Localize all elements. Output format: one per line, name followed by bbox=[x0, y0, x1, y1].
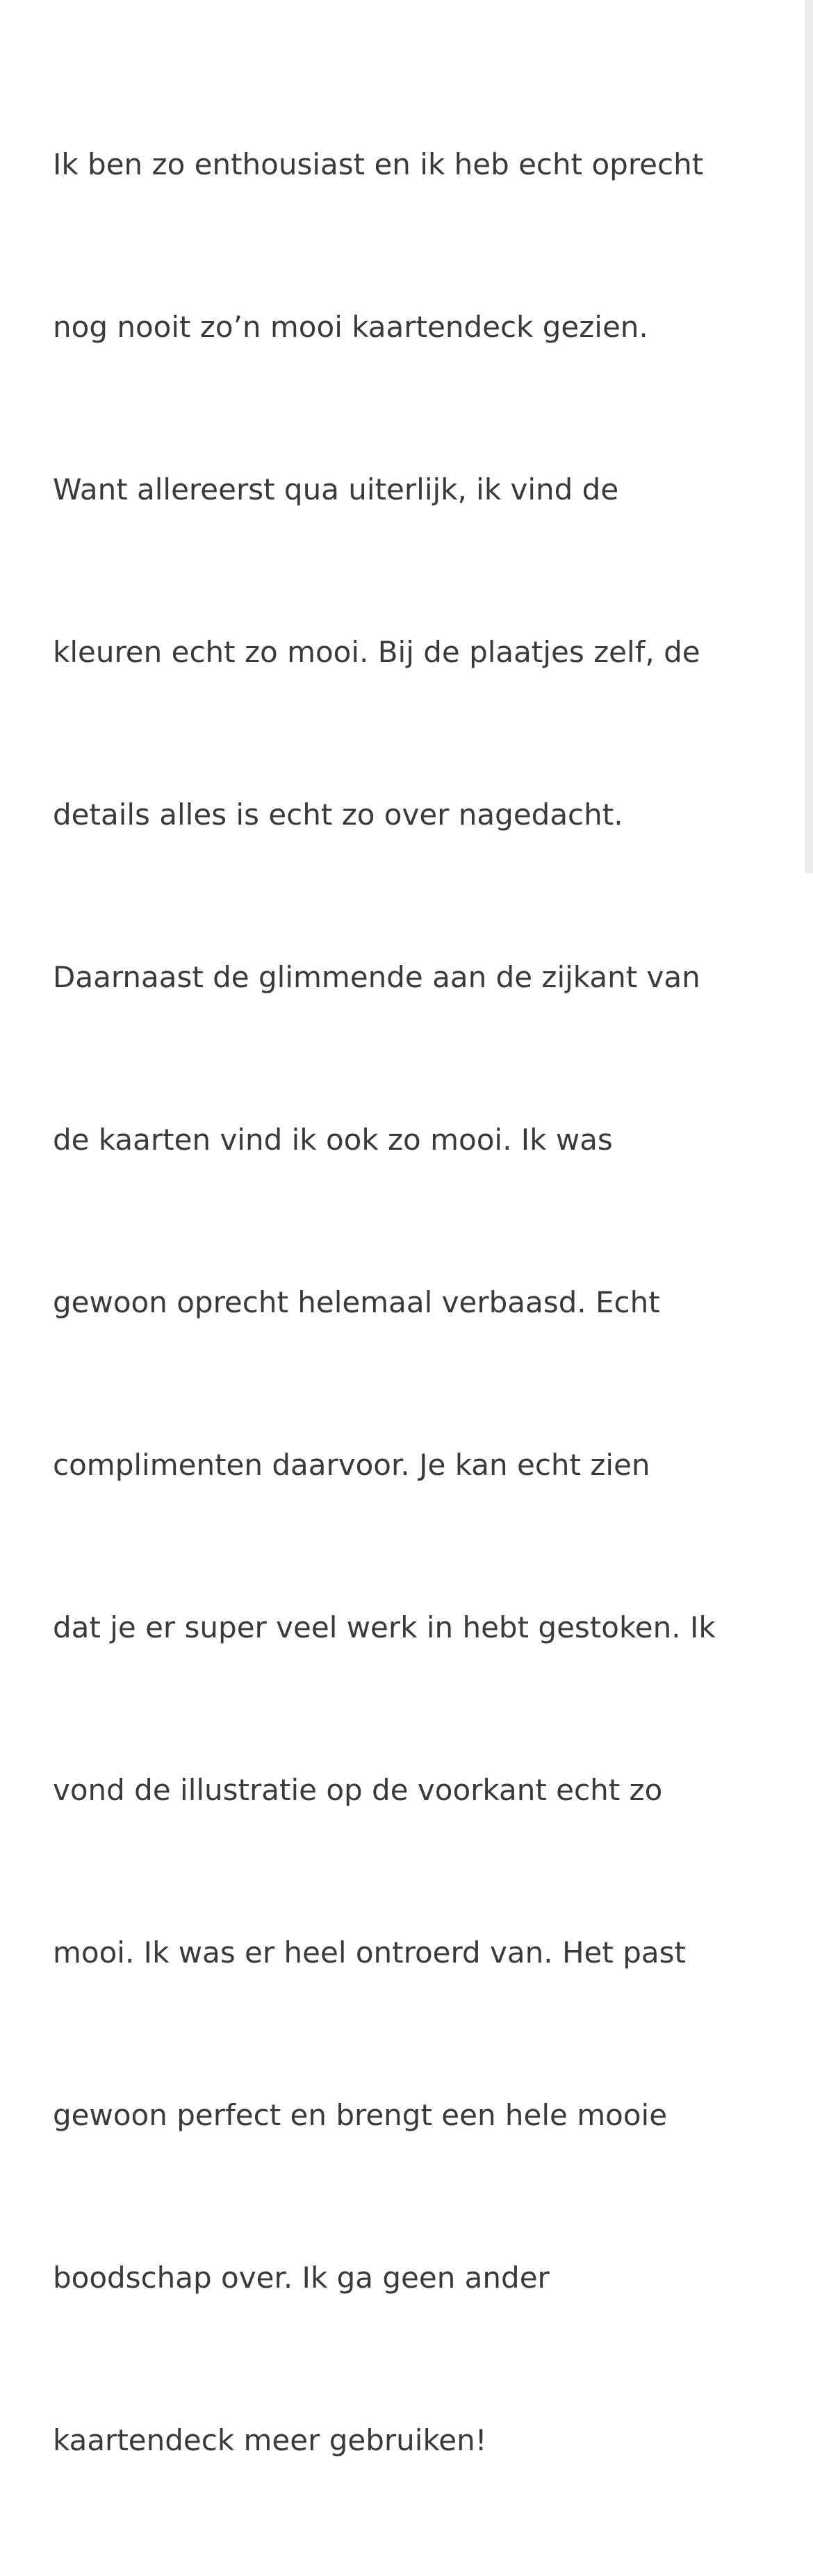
message-line: kaartendeck meer gebruiken! bbox=[53, 2423, 487, 2457]
message-line: gewoon oprecht helemaal verbaasd. Echt bbox=[53, 1285, 660, 1319]
message-line: de kaarten vind ik ook zo mooi. Ik was bbox=[53, 1123, 613, 1157]
message-line: details alles is echt zo over nagedacht. bbox=[53, 798, 623, 832]
message-line: vond de illustratie op de voorkant echt zo bbox=[53, 1773, 663, 1807]
message-line: Daarnaast de glimmende aan de zijkant van bbox=[53, 960, 700, 994]
message-line: mooi. Ik was er heel ontroerd van. Het past bbox=[53, 1935, 686, 1970]
message-line: complimenten daarvoor. Je kan echt zien bbox=[53, 1448, 650, 1482]
message-line: Want allereerst qua uiterlijk, ik vind de bbox=[53, 472, 619, 506]
message-line: dat je er super veel werk in hebt gestoken. Ik bbox=[53, 1610, 716, 1644]
message-line: Ik ben zo enthousiast en ik heb echt oprecht bbox=[53, 147, 704, 181]
message-line: kleuren echt zo mooi. Bij de plaatjes zelf, de bbox=[53, 635, 700, 669]
scroll-edge bbox=[805, 0, 813, 873]
message-line: boodschap over. Ik ga geen ander bbox=[53, 2261, 550, 2295]
message-line: nog nooit zo’n mooi kaartendeck gezien. bbox=[53, 310, 648, 344]
message-text bbox=[53, 29, 716, 2576]
message-line: gewoon perfect en brengt een hele mooie bbox=[53, 2098, 668, 2132]
